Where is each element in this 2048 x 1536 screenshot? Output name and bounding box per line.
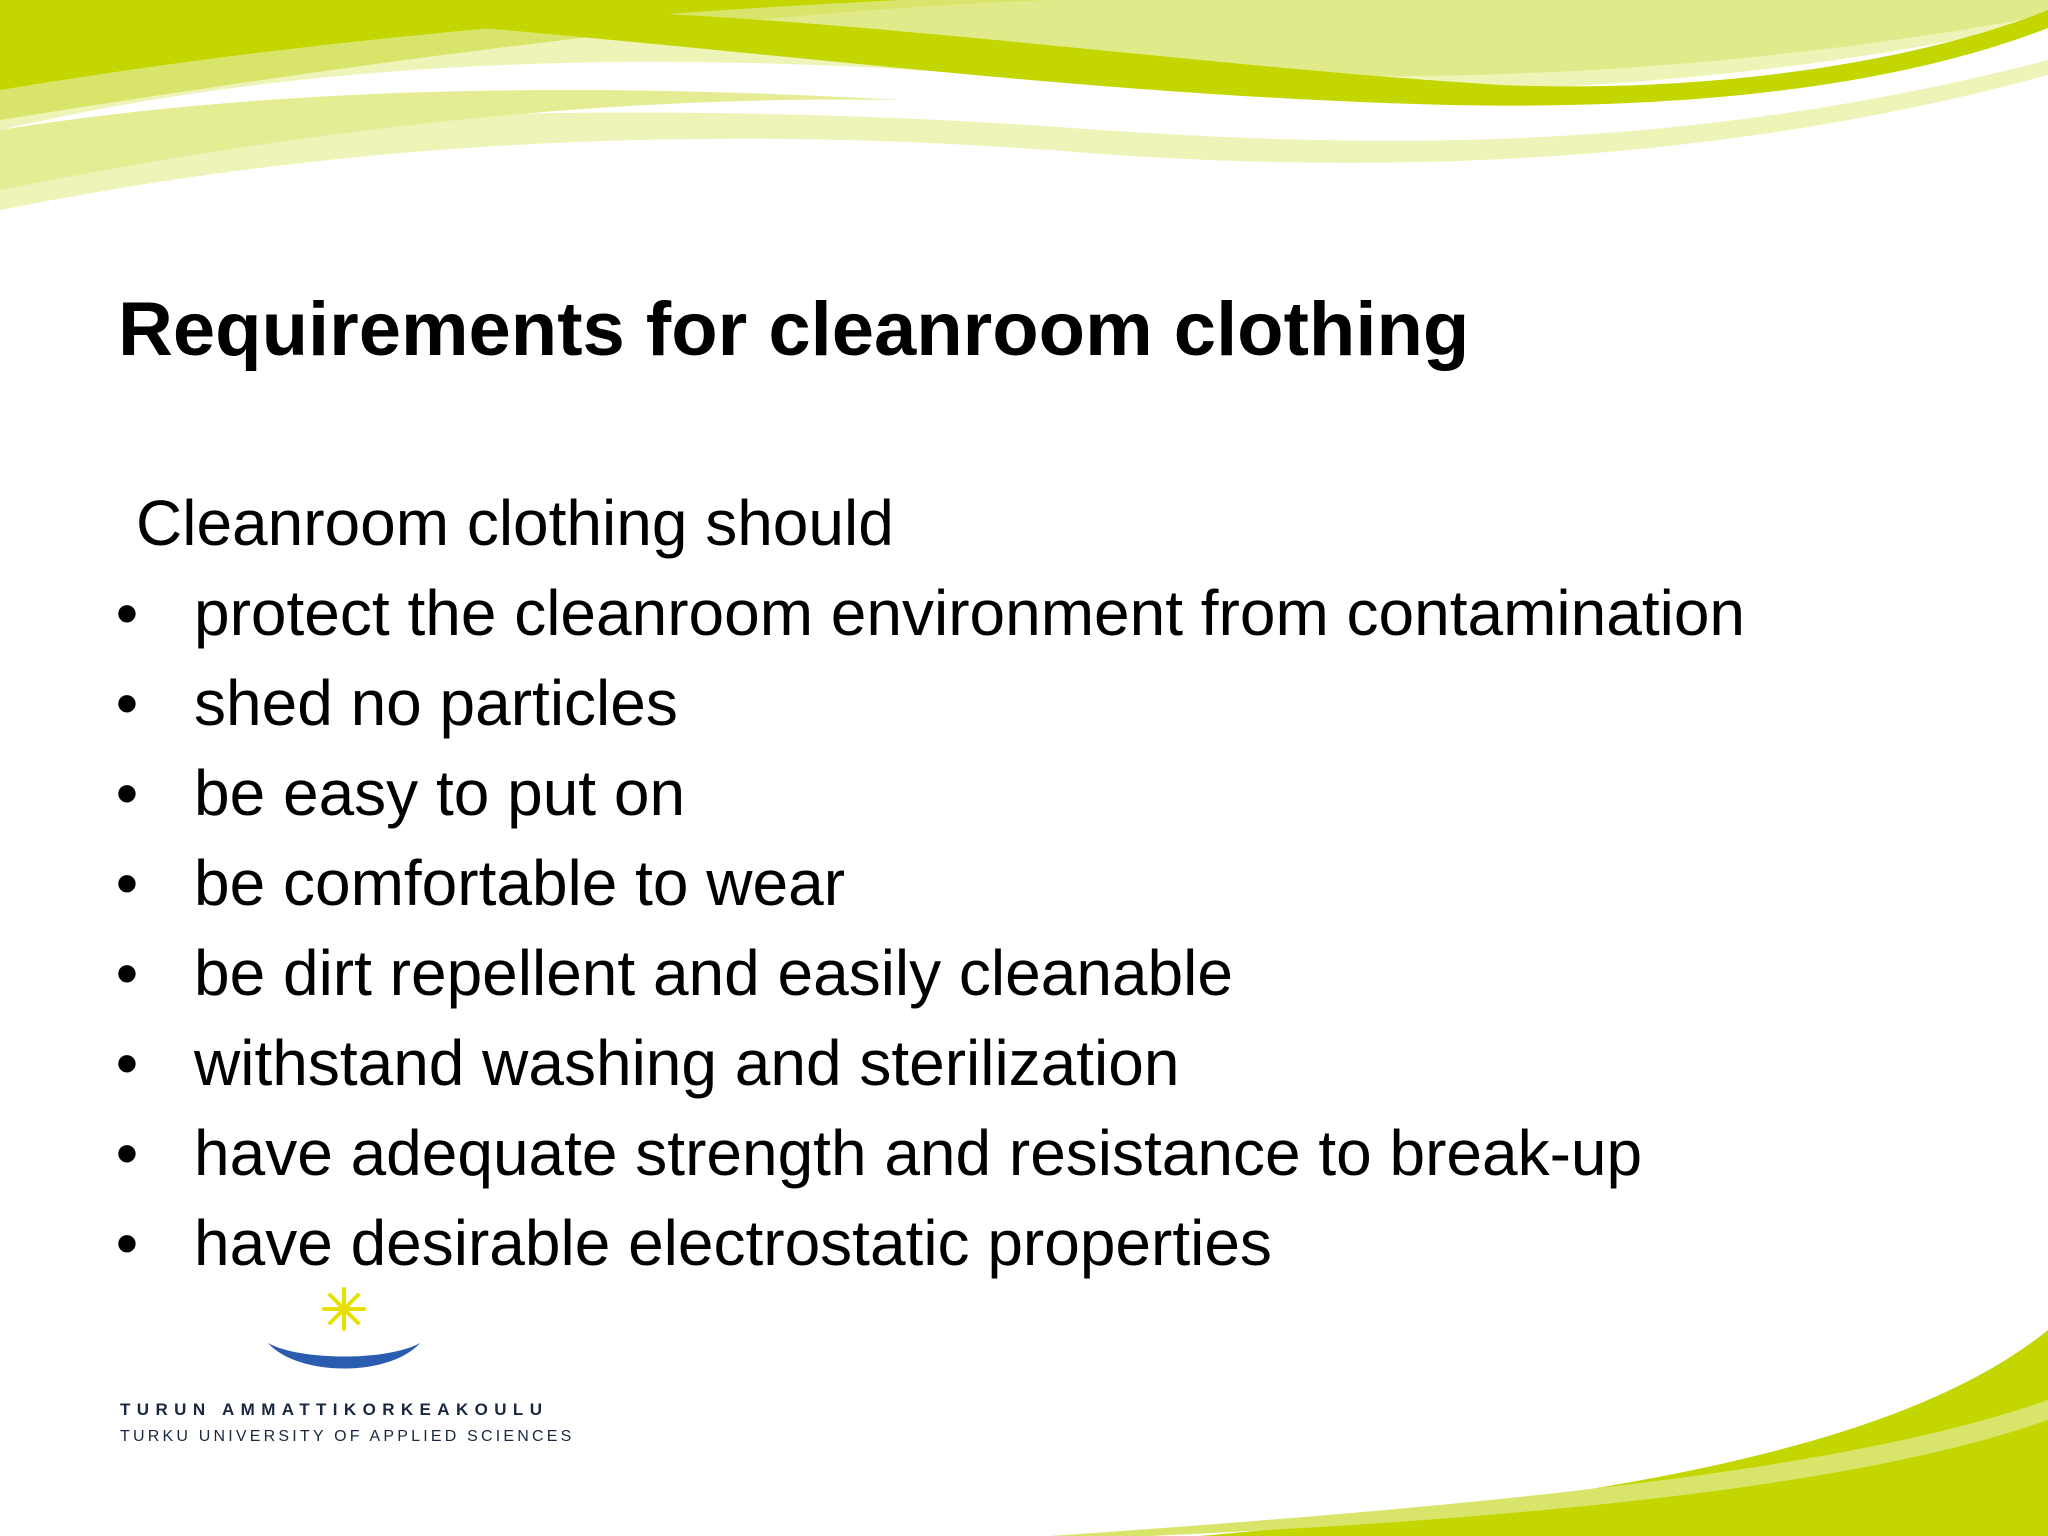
slide-title: Requirements for cleanroom clothing xyxy=(118,287,1470,372)
list-item xyxy=(112,568,1745,658)
list-item-text: protect the cleanroom environment from contamination xyxy=(194,577,1745,649)
list-item-text: withstand washing and sterilization xyxy=(194,1027,1180,1099)
list-item-text: have desirable electrostatic properties xyxy=(194,1207,1272,1279)
bullet-icon: • xyxy=(115,577,139,649)
list-item-text: have adequate strength and resistance to break-up xyxy=(194,1117,1643,1189)
list-item xyxy=(112,1018,1745,1108)
bullet-icon: • xyxy=(115,1117,139,1189)
list-item xyxy=(112,1108,1745,1198)
list-item xyxy=(112,838,1745,928)
bullet-icon: • xyxy=(115,937,139,1009)
list-item xyxy=(112,748,1745,838)
requirements-list xyxy=(112,568,1745,1288)
bullet-icon: • xyxy=(115,1207,139,1279)
list-item xyxy=(112,928,1745,1018)
intro-text: Cleanroom clothing should xyxy=(136,487,894,559)
bullet-icon: • xyxy=(115,847,139,919)
bullet-icon: • xyxy=(115,667,139,739)
sun-over-wave-icon xyxy=(258,1285,438,1385)
list-item-text: be comfortable to wear xyxy=(194,847,845,919)
list-item-text: be easy to put on xyxy=(194,757,686,829)
list-item-text: be dirt repellent and easily cleanable xyxy=(194,937,1233,1009)
bullet-icon: • xyxy=(115,1027,139,1099)
list-item xyxy=(112,1198,1745,1288)
university-logo xyxy=(118,1285,575,1455)
logo-text-finnish: TURUN AMMATTIKORKEAKOULU xyxy=(120,1400,549,1419)
bullet-icon: • xyxy=(115,757,139,829)
list-item-text: shed no particles xyxy=(194,667,678,739)
logo-text-english: TURKU UNIVERSITY OF APPLIED SCIENCES xyxy=(120,1428,575,1445)
list-item xyxy=(112,658,1745,748)
